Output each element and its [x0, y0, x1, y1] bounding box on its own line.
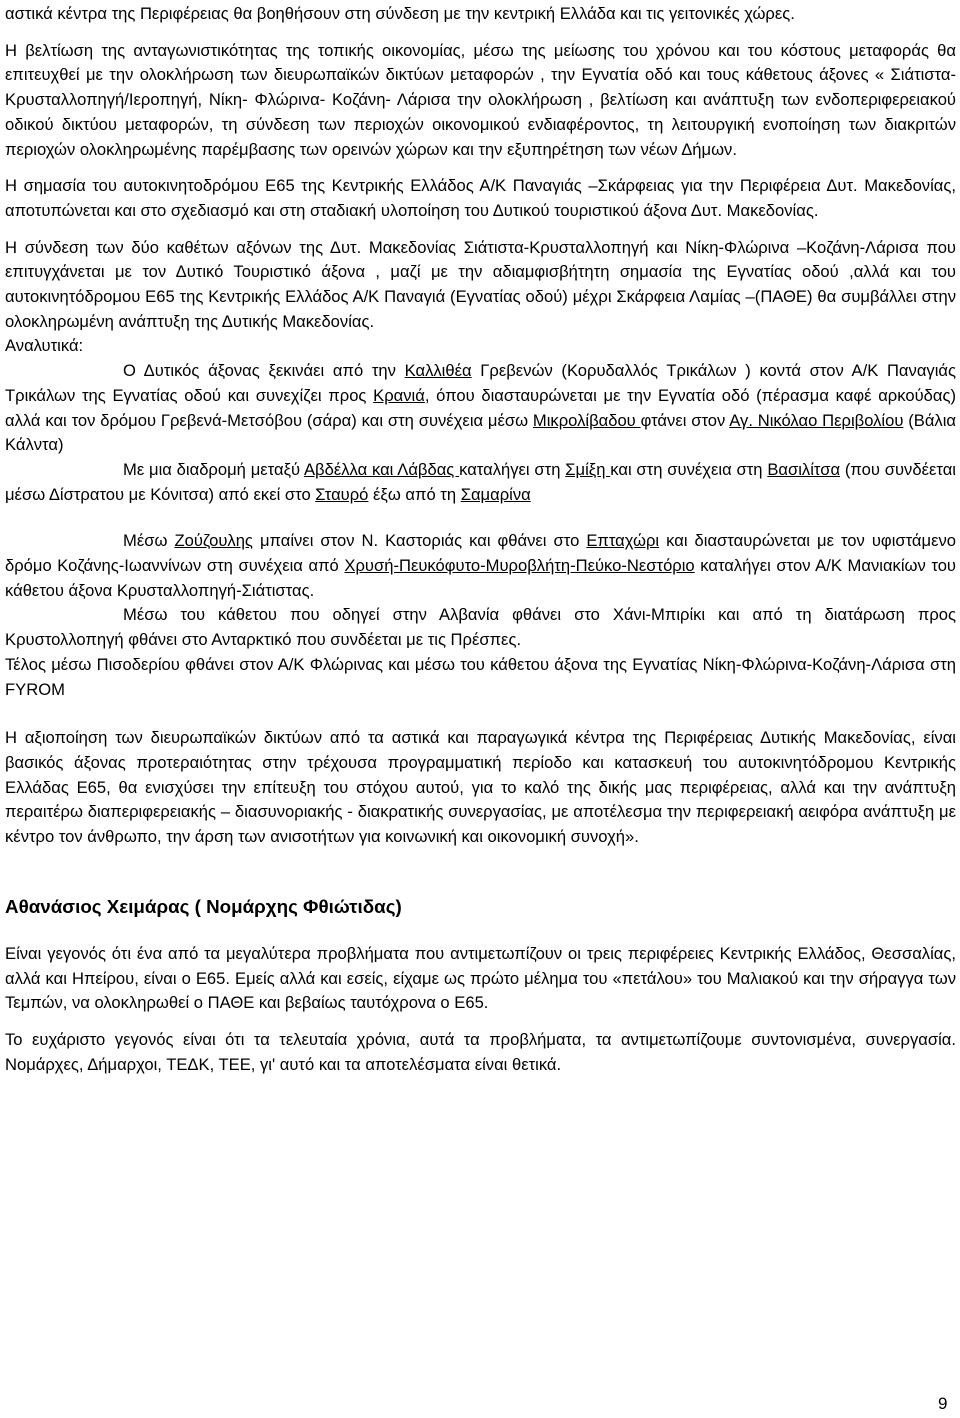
paragraph-competitiveness: Η βελτίωση της ανταγωνιστικότητας της τοπικής οικονομίας, μέσω της μείωσης του χρόνου και του κόστους μεταφοράς θα επιτευχθεί με την ολοκλήρωση των διευρωπαϊκών δικτύων μεταφορών , την Εγνατία οδό και τους κάθετους άξονες « Σιάτιστα- Κρυσταλλοπηγή/Ιεροπηγή, Νίκη- Φλώρινα- Κοζάνη- Λάρισα την ολοκλήρωση , βελτίωση και ανάπτυξη των ενδοπεριφερειακού οδικού δικτύου μεταφορών, τη σύνδεση των περιοχών οικονομικού ενδιαφέροντος, τη λειτουργική ενοποίηση των διακριτών περιοχών ολοκληρωμένης παρέμβασης των ορεινών χώρων και την εξυπηρέτηση των νέων Δήμων.: [5, 40, 956, 159]
place-smixi: Σμίξη: [565, 459, 611, 479]
place-eptachori: Επταχώρι: [586, 531, 660, 551]
place-mikrolivado: Μικρολίβαδου: [532, 410, 641, 430]
place-stavros: Σταυρό: [315, 484, 369, 504]
paragraph-intro: αστικά κέντρα της Περιφέρειας θα βοηθήσουν στη σύνδεση με την κεντρική Ελλάδα και τις γειτονικές χώρες.: [5, 4, 795, 23]
paragraph-coordination: Το ευχάριστο γεγονός είναι ότι τα τελευταία χρόνια, αυτά τα προβλήματα, τα αντιμετωπίζουμε συντονισμένα, συνεργασία. Νομάρχες, Δήμαρχοι, ΤΕΔΚ, ΤΕΕ, γι' αυτό και τα αποτελέσματα είναι θετικά.: [5, 1029, 956, 1074]
paragraph-route-albania: Μέσω του κάθετου που οδηγεί στην Αλβανία φθάνει στο Χάνι-Μπιρίκι και από τη διατάρωση προς Κρυστολλοπηγή φθάνει στο Ανταρκτικό που συνδέεται με τις Πρέσπες.: [5, 605, 956, 650]
paragraph-route-zouzouli: Μέσω Ζούζουλης μπαίνει στον Ν. Καστοριάς και φθάνει στο Επταχώρι και διασταυρώνεται με τον υφιστάμενο δρόμο Κοζάνης-Ιωαννίνων στη συνέχεια από Χρυσή-Πευκόφυτο-Μυροβλήτη-Πεύκο-Νεστόριο καταλήγει στον Α/Κ Μανιακίων του κάθετου άξονα Κρυσταλλοπηγή-Σιάτιστας.: [5, 531, 957, 600]
place-samarina: Σαμαρίνα: [460, 484, 531, 504]
paragraph-e65-importance: Η σημασία του αυτοκινητοδρόμου Ε65 της Κεντρικής Ελλάδος Α/Κ Παναγιάς –Σκάρφειας για την Περιφέρεια Δυτ. Μακεδονίας, αποτυπώνεται και στο σχεδιασμό και στη σταδιακή υλοποίηση του Δυτικού τουριστικού άξονα Δυτ. Μακεδονίας.: [5, 176, 956, 220]
paragraph-e65-problem: Είναι γεγονός ότι ένα από τα μεγαλύτερα προβλήματα που αντιμετωπίζουν οι τρεις περιφέρειες Κεντρικής Ελλάδος, Θεσσαλίας, αλλά και Ηπείρου, είναι ο Ε65. Εμείς αλλά και εσείς, είχαμε ως πρώτο μέλημα του «πετάλου» του Μαλιακού και την σήραγγα των Τεμπών, να ολοκληρωθεί ο ΠΑΘΕ και βεβαίως ταυτόχρονα ο Ε65.: [5, 943, 956, 1013]
label-analytika: Αναλυτικά:: [5, 336, 84, 356]
page-number: 9: [938, 1394, 948, 1413]
document-page: [5, 0, 956, 1077]
place-krania: Κρανιά: [373, 385, 425, 405]
place-chrysi-nestorio: Χρυσή-Πευκόφυτο-Μυροβλήτη-Πεύκο-Νεστόριο: [344, 556, 695, 576]
paragraph-route-avdella: Με μια διαδρομή μεταξύ Αβδέλλα και Λάβδας καταλήγει στη Σμίξη και στη συνέχεια στη Βασιλίτσα (που συνδέεται μέσω Δίστρατου με Κόνιτσα) από εκεί στο Σταυρό έξω από τη Σαμαρίνα: [5, 459, 956, 504]
paragraph-route-pisoderi: Τέλος μέσω Πισοδερίου φθάνει στον Α/Κ Φλώρινας και μέσω του κάθετου άξονα της Εγνατίας Νίκη-Φλώρινα-Κοζάνη-Λάρισα στη FYROM: [5, 654, 956, 699]
place-ag-nikolaos: Αγ. Νικόλαο Περιβολίου: [729, 410, 904, 430]
paragraph-axes-connection: Η σύνδεση των δύο καθέτων αξόνων της Δυτ. Μακεδονίας Σιάτιστα-Κρυσταλλοπηγή και Νίκη-Φλώρινα –Κοζάνη-Λάρισα που επιτυγχάνεται με τον Δυτικό Τουριστικό άξονα , μαζί με την αδιαμφισβήτητη σημασία της Εγνατίας οδού ,αλλά και του αυτοκινητόδρομου Ε65 της Κεντρικής Ελλάδος Α/Κ Παναγιά (Εγνατίας οδού) μέχρι Σκάρφεια Λαμίας –(ΠΑΘΕ) θα συμβάλλει στην ολοκληρωμένη ανάπτυξη της Δυτικής Μακεδονίας.: [5, 237, 956, 331]
place-avdella-lavda: Αβδέλλα και Λάβδας: [303, 459, 460, 479]
place-kallithea: Καλλιθέα: [404, 361, 472, 381]
place-zouzouli: Ζούζουλης: [174, 531, 253, 551]
paragraph-networks: Η αξιοποίηση των διευρωπαϊκών δικτύων από τα αστικά και παραγωγικά κέντρα της Περιφέρειας Δυτικής Μακεδονίας, είναι βασικός άξονας προτεραιότητας στην τρέχουσα προγραμματική περίοδο και κατασκευή του αυτοκινητόδρομου Κεντρικής Ελλάδας Ε65, θα ενισχύσει την επίτευξη του στόχου αυτού, για το καλό της δικής μας περιφέρειας, αλλά και την ανάπτυξη περαιτέρω διαπεριφερειακής – διασυνοριακής - διακρατικής συνεργασίας, με αποτέλεσμα την περιφερειακή αειφόρα ανάπτυξη με κέντρο τον άνθρωπο, την άρση των ανισοτήτων για κοινωνική και οικονομική συνοχή».: [5, 728, 956, 847]
paragraph-west-axis: Ο Δυτικός άξονας ξεκινάει από την Καλλιθέα Γρεβενών (Κορυδαλλός Τρικάλων ) κοντά στον Α/Κ Παναγιάς Τρικάλων της Εγνατίας οδού και συνεχίζει προς Κρανιά, όπου διασταυρώνεται με την Εγνατία οδό (πέρασμα καφέ αρκούδας) αλλά και τον δρόμου Γρεβενά-Μετσόβου (σάρα) και στη συνέχεια μέσω Μικρολίβαδου φτάνει στον Αγ. Νικόλαο Περιβολίου (Βάλια Κάλντα): [5, 361, 956, 455]
speaker-heading: Αθανάσιος Χειμάρας ( Νομάρχης Φθιώτιδας): [5, 895, 402, 917]
place-vasilitsa: Βασιλίτσα: [767, 459, 841, 479]
